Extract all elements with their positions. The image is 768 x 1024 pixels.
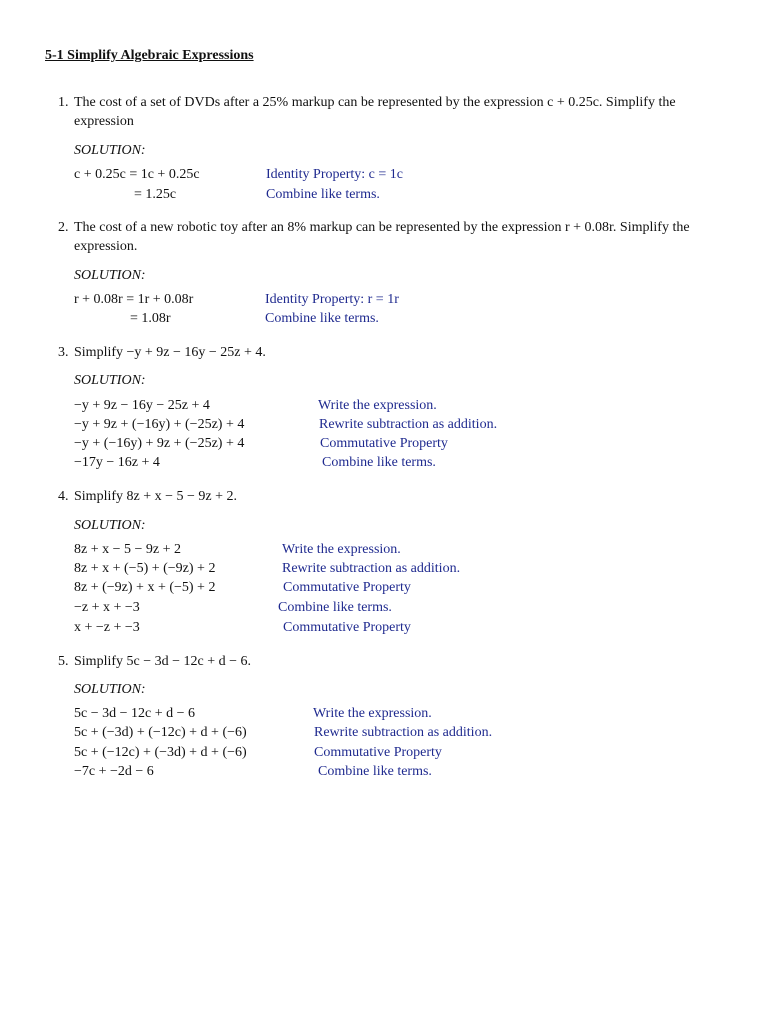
- step-note: Rewrite subtraction as addition.: [282, 561, 461, 576]
- question-text: Simplify 5c − 3d − 12c + d − 6.: [74, 654, 252, 669]
- step-expression: = 1.25c: [134, 187, 177, 202]
- step-expression: −z + x + −3: [74, 600, 140, 615]
- step-row: [0, 455, 768, 474]
- solution-label: SOLUTION:: [74, 143, 146, 158]
- step-expression: 8z + x + (−5) + (−9z) + 2: [74, 561, 216, 576]
- step-note: Rewrite subtraction as addition.: [319, 417, 498, 432]
- step-expression: 8z + x − 5 − 9z + 2: [74, 542, 182, 557]
- step-row: [0, 398, 768, 417]
- step-expression: −7c + −2d − 6: [74, 764, 154, 779]
- step-note: Rewrite subtraction as addition.: [314, 725, 493, 740]
- step-note: Combine like terms.: [322, 455, 436, 470]
- problem-2-question: [58, 218, 708, 256]
- solution-label: SOLUTION:: [74, 682, 146, 697]
- step-expression: 5c + (−12c) + (−3d) + d + (−6): [74, 745, 247, 760]
- problem-1-question: [58, 93, 708, 131]
- step-note: Commutative Property: [283, 580, 411, 595]
- step-note: Combine like terms.: [318, 764, 432, 779]
- step-expression: c + 0.25c = 1c + 0.25c: [74, 167, 200, 182]
- step-note: Commutative Property: [314, 745, 442, 760]
- step-row: [0, 561, 768, 580]
- step-expression: 5c + (−3d) + (−12c) + d + (−6): [74, 725, 247, 740]
- page-title: 5-1 Simplify Algebraic Expressions: [45, 48, 254, 63]
- problem-5-question: [58, 652, 708, 671]
- step-row: [0, 706, 768, 725]
- step-expression: 8z + (−9z) + x + (−5) + 2: [74, 580, 216, 595]
- question-text: Simplify 8z + x − 5 − 9z + 2.: [74, 489, 238, 504]
- step-row: [0, 764, 768, 783]
- step-row: [0, 436, 768, 455]
- problem-number: 2.: [58, 220, 69, 235]
- problem-number: 5.: [58, 654, 69, 669]
- step-row: [0, 620, 768, 639]
- step-note: Write the expression.: [318, 398, 437, 413]
- step-note: Identity Property: c = 1c: [266, 167, 403, 182]
- problem-4-question: [58, 487, 708, 506]
- step-expression: x + −z + −3: [74, 620, 140, 635]
- step-row: [0, 311, 768, 330]
- step-expression: −y + 9z + (−16y) + (−25z) + 4: [74, 417, 245, 432]
- step-note: Identity Property: r = 1r: [265, 292, 399, 307]
- step-note: Combine like terms.: [265, 311, 379, 326]
- step-expression: r + 0.08r = 1r + 0.08r: [74, 292, 194, 307]
- problem-3-question: [58, 343, 708, 362]
- step-row: [0, 542, 768, 561]
- step-row: [0, 187, 768, 206]
- problem-number: 4.: [58, 489, 69, 504]
- problem-number: 1.: [58, 95, 69, 110]
- step-expression: −17y − 16z + 4: [74, 455, 160, 470]
- step-expression: 5c − 3d − 12c + d − 6: [74, 706, 196, 721]
- step-row: [0, 167, 768, 186]
- step-note: Commutative Property: [320, 436, 448, 451]
- question-text: The cost of a set of DVDs after a 25% markup can be represented by the expression c + 0.25c. Simplify the expression: [74, 95, 676, 129]
- step-row: [0, 292, 768, 311]
- step-row: [0, 600, 768, 619]
- question-text: Simplify −y + 9z − 16y − 25z + 4.: [74, 345, 266, 360]
- step-row: [0, 745, 768, 764]
- question-text: The cost of a new robotic toy after an 8% markup can be represented by the expression r + 0.08r. Simplify the expression.: [74, 220, 690, 254]
- step-note: Combine like terms.: [278, 600, 392, 615]
- solution-label: SOLUTION:: [74, 373, 146, 388]
- step-row: [0, 725, 768, 744]
- step-expression: −y + 9z − 16y − 25z + 4: [74, 398, 210, 413]
- step-row: [0, 580, 768, 599]
- step-note: Commutative Property: [283, 620, 411, 635]
- step-note: Combine like terms.: [266, 187, 380, 202]
- step-note: Write the expression.: [282, 542, 401, 557]
- problem-number: 3.: [58, 345, 69, 360]
- step-row: [0, 417, 768, 436]
- solution-label: SOLUTION:: [74, 268, 146, 283]
- solution-label: SOLUTION:: [74, 518, 146, 533]
- step-expression: −y + (−16y) + 9z + (−25z) + 4: [74, 436, 245, 451]
- step-expression: = 1.08r: [130, 311, 171, 326]
- step-note: Write the expression.: [313, 706, 432, 721]
